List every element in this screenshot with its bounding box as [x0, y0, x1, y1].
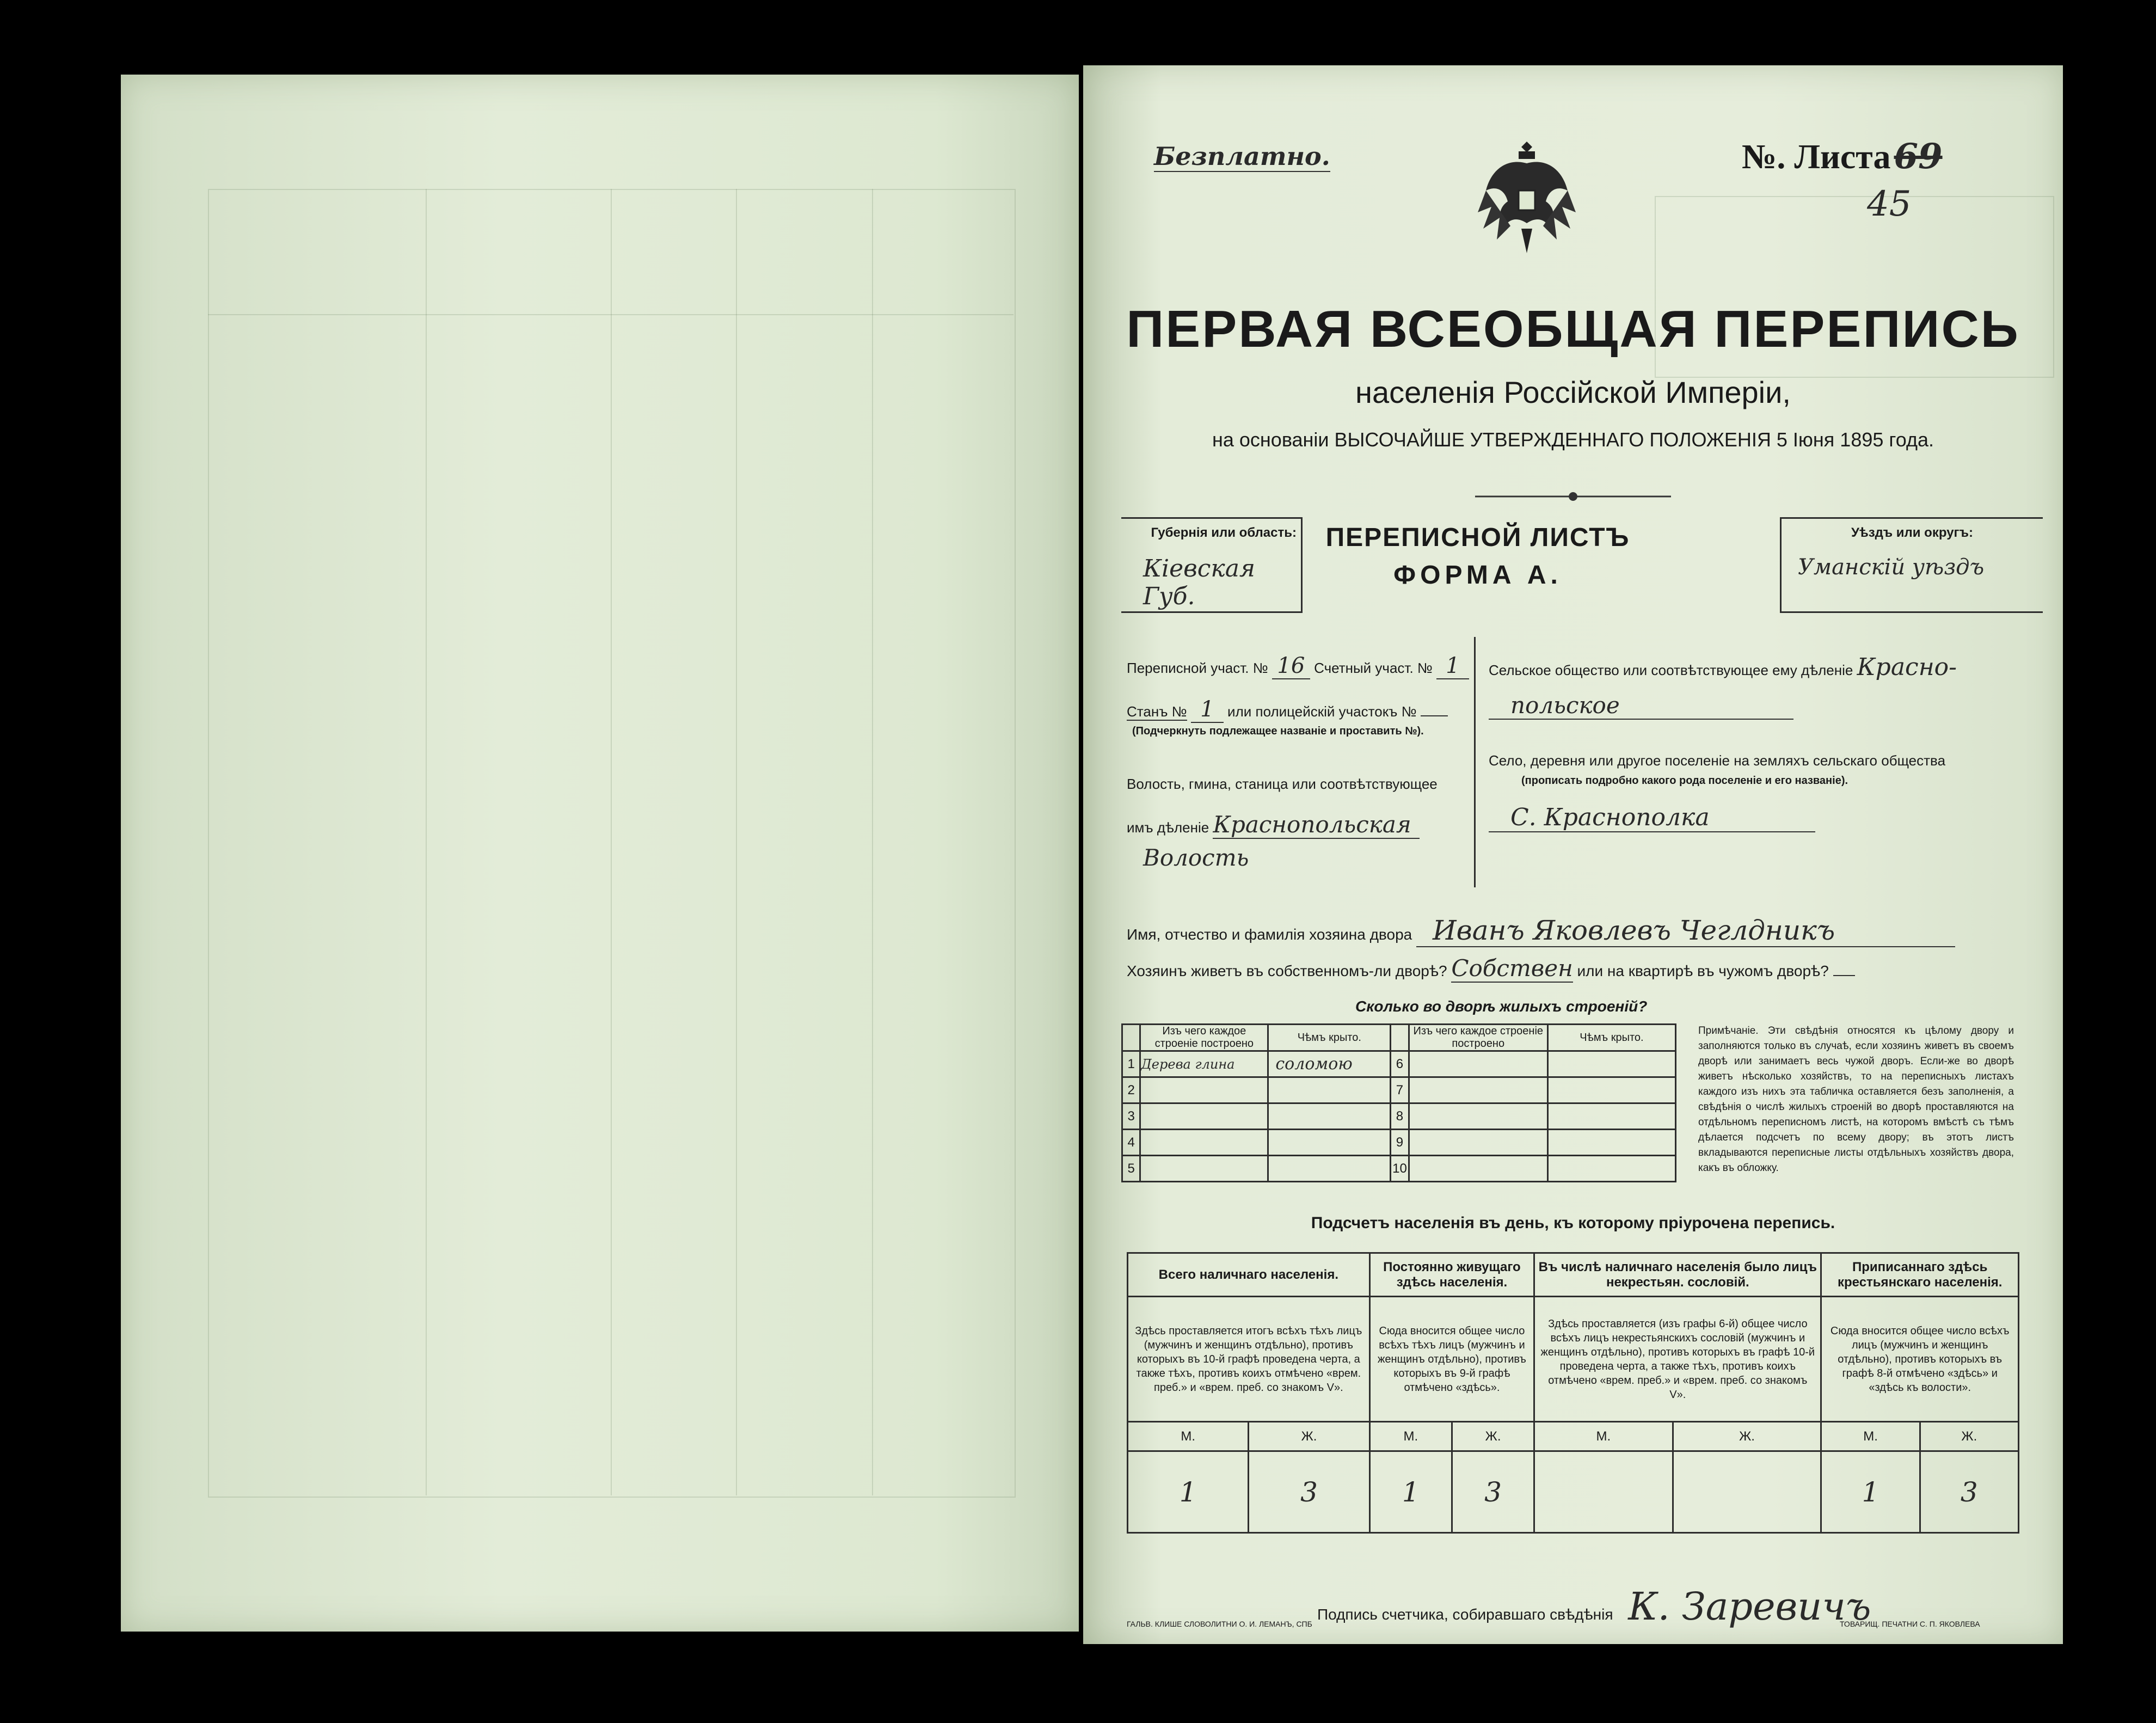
female-count: 3: [1452, 1451, 1534, 1533]
female-label: Ж.: [1249, 1422, 1369, 1451]
society-row: [1489, 653, 2049, 681]
free-label: Безплатно.: [1154, 142, 1330, 171]
material-cell: [1409, 1051, 1547, 1077]
volost-value-1: Краснопольская: [1213, 811, 1420, 839]
imprint-right: ТОВАРИЩ. ПЕЧАТНИ С. П. ЯКОВЛЕВА: [1840, 1620, 1980, 1628]
count-col-title: Приписаннаго здѣсь крестьянскаго населенія.: [1821, 1253, 2019, 1297]
volost-row: [1127, 811, 1475, 839]
underline-note: (Подчеркнуть подлежащее названіе и проставить №).: [1132, 725, 1424, 737]
volost-label-1: Волость, гмина, станица или соотвѣтствующее: [1127, 776, 1438, 792]
title-basis: на основаніи ВЫСОЧАЙШЕ УТВЕРЖДЕННАГО ПОЛОЖЕНІЯ 5 Іюня 1895 года.: [1212, 428, 1934, 451]
owner-row: [1127, 915, 2025, 947]
count-col-title: Въ числѣ наличнаго населенія было лицъ некрестьян. сословій.: [1534, 1253, 1821, 1297]
gubernia-value: Кіевская Губ.: [1143, 555, 1256, 610]
stan-value: 1: [1191, 697, 1224, 723]
gubernia-box: [1121, 517, 1303, 613]
male-label: М.: [1369, 1422, 1452, 1451]
census-district-label: Переписной участ. №: [1127, 660, 1268, 676]
society-label: Сельское общество или соотвѣтствующее ему дѣленіе: [1489, 662, 1853, 678]
form-name: ФОРМА А.: [1393, 561, 1562, 590]
village-value: С. Краснополка: [1489, 804, 1815, 832]
row-number: 7: [1391, 1077, 1409, 1103]
count-col-desc: Сюда вносится общее число всѣхъ лицъ (мужчинъ и женщинъ отдѣльно), противъ которыхъ въ графѣ 8-й отмѣчено «здѣсь» и «здѣсь къ волости».: [1821, 1297, 2019, 1422]
count-title-row: [1128, 1253, 2019, 1297]
sheet-title: ПЕРЕПИСНОЙ ЛИСТЪ: [1325, 523, 1630, 552]
census-district-value: 16: [1272, 653, 1310, 679]
bleed-through-rule: [736, 189, 737, 1495]
sheet-number-struck: 69: [1894, 136, 1943, 177]
roof-cell: [1268, 1156, 1391, 1182]
female-count: [1673, 1451, 1821, 1533]
col-material-2: Изъ чего каждое строеніе построено: [1409, 1025, 1547, 1051]
material-cell: [1140, 1156, 1268, 1182]
row-number: 9: [1391, 1130, 1409, 1156]
male-count: 1: [1369, 1451, 1452, 1533]
col-roof-2: Чѣмъ крыто.: [1547, 1025, 1675, 1051]
material-cell: [1140, 1103, 1268, 1130]
buildings-table: [1121, 1023, 1676, 1182]
material-cell: Дерева глина: [1140, 1051, 1268, 1077]
male-count: 1: [1128, 1451, 1249, 1533]
col-roof: Чѣмъ крыто.: [1268, 1025, 1391, 1051]
roof-cell: [1547, 1077, 1675, 1103]
roof-cell: [1268, 1130, 1391, 1156]
left-fields: [1127, 653, 1475, 871]
male-label: М.: [1534, 1422, 1673, 1451]
population-count-table: [1127, 1252, 2019, 1534]
row-number: 1: [1122, 1051, 1140, 1077]
roof-cell: [1547, 1051, 1675, 1077]
table-row: [1122, 1077, 1676, 1103]
signature-label: Подпись счетчика, собиравшаго свѣдѣнія: [1317, 1606, 1613, 1623]
roof-cell: соломою: [1268, 1051, 1391, 1077]
stan-row: [1127, 697, 1475, 722]
row-number: 8: [1391, 1103, 1409, 1130]
residence-value: Собствен: [1451, 955, 1573, 982]
village-label: Село, деревня или другое поселеніе на земляхъ сельскаго общества: [1489, 752, 1946, 769]
sheet-title-box: [1306, 523, 1649, 590]
volost-label-2: имъ дѣленіе: [1127, 819, 1209, 836]
male-count: [1534, 1451, 1673, 1533]
roof-cell: [1547, 1103, 1675, 1130]
count-col-desc: Здѣсь проставляется (изъ графы 6-й) общее число всѣхъ лицъ некрестьянскихъ сословій (мужчинъ и женщинъ отдѣльно), противъ которыхъ въ графѣ 10-й проведена черта, а также тѣхъ, противъ коихъ отмѣчено «врем. преб.» и «врем. преб. со знакомъ V».: [1534, 1297, 1821, 1422]
material-cell: [1140, 1130, 1268, 1156]
census-district-row: [1127, 653, 1475, 691]
count-values-row: [1128, 1451, 2019, 1533]
bleed-through-rule: [426, 189, 427, 1495]
uezd-value: Уманскій уѣздъ: [1798, 555, 1985, 580]
table-row: [1122, 1156, 1676, 1182]
title-main: ПЕРВАЯ ВСЕОБЩАЯ ПЕРЕПИСЬ: [1126, 300, 2020, 358]
bleed-through-rule: [611, 189, 612, 1495]
count-col-desc: Здѣсь проставляется итогъ всѣхъ тѣхъ лицъ (мужчинъ и женщинъ отдѣльно), противъ которыхъ въ 10-й графѣ проведена черта, а также тѣхъ, противъ коихъ отмѣчено «врем. преб.» и «врем. преб. со знакомъ V».: [1128, 1297, 1370, 1422]
row-number: 10: [1391, 1156, 1409, 1182]
ornament-divider: [1475, 490, 1671, 503]
buildings-header-row: [1122, 1025, 1676, 1051]
material-cell: [1409, 1103, 1547, 1130]
roof-cell: [1268, 1103, 1391, 1130]
row-number: 4: [1122, 1130, 1140, 1156]
male-count: 1: [1821, 1451, 1920, 1533]
female-label: Ж.: [1452, 1422, 1534, 1451]
sheet-number-value: 45: [1867, 184, 1912, 224]
row-number: 6: [1391, 1051, 1409, 1077]
roof-cell: [1268, 1077, 1391, 1103]
row-number: 5: [1122, 1156, 1140, 1182]
uezd-label: Уѣздъ или округъ:: [1851, 525, 1974, 540]
col-material: Изъ чего каждое строеніе построено: [1140, 1025, 1268, 1051]
roof-cell: [1547, 1130, 1675, 1156]
material-cell: [1140, 1077, 1268, 1103]
male-label: М.: [1821, 1422, 1920, 1451]
female-label: Ж.: [1920, 1422, 2018, 1451]
count-heading: Подсчетъ населенія въ день, къ которому пріурочена перепись.: [1311, 1214, 1835, 1232]
police-label: или полицейскій участокъ №: [1227, 703, 1417, 720]
imperial-eagle-emblem: [1475, 131, 1578, 261]
male-label: М.: [1128, 1422, 1249, 1451]
counting-district-label: Счетный участ. №: [1314, 660, 1433, 676]
counting-district-value: 1: [1436, 653, 1469, 679]
table-row: [1122, 1130, 1676, 1156]
count-col-title: Постоянно живущаго здѣсь населенія.: [1369, 1253, 1534, 1297]
signature-value: К. Заревичъ: [1628, 1584, 1871, 1629]
row-number: 3: [1122, 1103, 1140, 1130]
count-col-desc: Сюда вносится общее число всѣхъ тѣхъ лицъ (мужчинъ и женщинъ отдѣльно), противъ которыхъ въ 9-й графѣ отмѣчено «здѣсь».: [1369, 1297, 1534, 1422]
female-count: 3: [1249, 1451, 1369, 1533]
imprint-left: ГАЛЬВ. КЛИШЕ СЛОВОЛИТНИ О. И. ЛЕМАНЪ, СПБ: [1127, 1620, 1312, 1628]
form-header: [1121, 517, 2047, 610]
society-value-1: Красно-: [1857, 653, 1957, 681]
row-number: 2: [1122, 1077, 1140, 1103]
residence-label-1: Хозяинъ живетъ въ собственномъ-ли дворѣ?: [1127, 962, 1447, 979]
residence-label-2: или на квартирѣ въ чужомъ дворѣ?: [1577, 962, 1829, 979]
sheet-number-label: №. Листа: [1742, 137, 1891, 176]
roof-cell: [1547, 1156, 1675, 1182]
note: Примѣчаніе. Эти свѣдѣнія относятся къ цѣлому двору и заполняются только въ случаѣ, если хозяинъ живетъ въ своемъ дворѣ или занимаетъ весь чужой дворъ. Если-же во дворѣ живетъ нѣсколько хозяйствъ, то на переписныхъ листахъ каждого изъ нихъ эта табличка оставляется безъ заполненія, а свѣдѣнія о числѣ жилыхъ строеній во дворѣ проставляются на отдѣльномъ переписномъ листѣ, на которомъ вмѣстѣ съ тѣмъ дѣлается подсчетъ по всему двору; въ этотъ листъ вкладываются переписные листы отдѣльныхъ хозяйствъ двора, какъ въ обложку.: [1698, 1025, 2014, 1174]
material-cell: [1409, 1156, 1547, 1182]
table-row: [1122, 1051, 1676, 1077]
table-row: [1122, 1103, 1676, 1130]
material-cell: [1409, 1130, 1547, 1156]
volost-value-2: Волость: [1143, 844, 1249, 871]
village-note: (прописать подробно какого рода поселеніе и его названіе).: [1521, 775, 1848, 787]
police-value: [1421, 715, 1448, 716]
right-fields: [1489, 653, 2049, 832]
material-cell: [1409, 1077, 1547, 1103]
count-col-title: Всего наличнаго населенія.: [1128, 1253, 1370, 1297]
society-value-2: польское: [1489, 692, 1793, 720]
residence-row: [1127, 955, 2025, 982]
left-page: [121, 75, 1079, 1632]
count-desc-row: [1128, 1297, 2019, 1422]
female-label: Ж.: [1673, 1422, 1821, 1451]
title-sub: населенія Россійской Имперіи,: [1355, 375, 1791, 409]
sheet-number: [1742, 136, 1943, 177]
female-count: 3: [1920, 1451, 2018, 1533]
gubernia-label: Губернія или область:: [1151, 525, 1297, 540]
census-form-page: [1083, 65, 2063, 1644]
count-sex-row: [1128, 1422, 2019, 1451]
bleed-through-rule: [872, 189, 873, 1495]
owner-label: Имя, отчество и фамилія хозяина двора: [1127, 926, 1412, 943]
uezd-box: [1780, 517, 2043, 613]
bleed-through-frame: [208, 189, 1016, 1498]
stan-label: Станъ №: [1127, 703, 1187, 720]
buildings-question: Сколько во дворѣ жилыхъ строеній?: [1355, 998, 1648, 1015]
title-block: [1083, 299, 2063, 451]
residence-blank: [1833, 975, 1855, 976]
owner-value: Иванъ Яковлевъ Чеглдникъ: [1416, 915, 1955, 947]
signature-row: [1317, 1584, 1871, 1629]
owner-block: [1127, 915, 2025, 1015]
